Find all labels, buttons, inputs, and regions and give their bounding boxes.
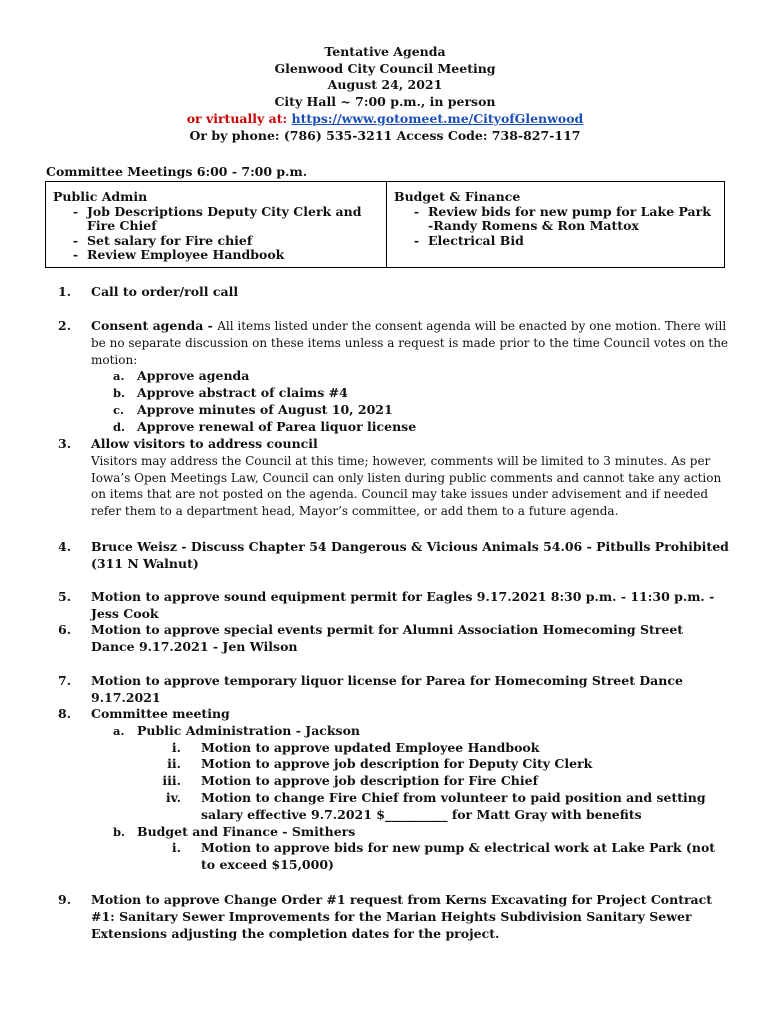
agenda-item-3: 3. Allow visitors to address council Visitors may address the Council at this time; however, comments will be limited to 3 minutes. As per Iowa’s Open Meetings Law, Council can only listen during public comments and cannot take any action on items that are not posted on the agenda. Council may take issues under advisement and if needed refer them to a department head, Mayor’s committee, or add them to a future agenda. (58, 436, 730, 520)
committee-meeting-title: Committee meeting (91, 706, 230, 721)
committee-motion: i. Motion to approve bids for new pump & electrical work at Lake Park (not to exceed $15,000) (171, 840, 716, 873)
agenda-item-2: 2. Consent agenda - All items listed under the consent agenda will be enacted by one motion. There will be no separate discussion on these items unless a request is made prior to the time Council votes on the motion: a. Approve agenda b. Approve abstract of claims #4 c. Approve minutes of August 10, 2021 d. Approve renewal of Parea liquor license (58, 318, 729, 434)
committee-table (45, 181, 725, 268)
committee-group: a. Public Administration - Jackson (113, 722, 361, 738)
committee-right-item: - Review bids for new pump for Lake Park -Randy Romens & Ron Mattox (413, 203, 711, 234)
committee-right-heading: Budget & Finance (394, 189, 521, 204)
agenda-item-6: 6. Motion to approve special events permit for Alumni Association Homecoming Street Dance 9.17.2021 - Jen Wilson (58, 622, 684, 654)
virtual-meeting-link[interactable]: https://www.gotomeet.me/CityofGlenwood (291, 110, 584, 126)
committee-left-heading: Public Admin (53, 189, 148, 204)
consent-agenda-title: Consent agenda - (91, 318, 218, 333)
committee-left-item: - Job Descriptions Deputy City Clerk and Fire Chief (72, 203, 362, 234)
visitors-title: Allow visitors to address council (91, 436, 318, 451)
consent-sub-item: b. Approve abstract of claims #4 (113, 385, 348, 401)
agenda-item-4: 4. Bruce Weisz - Discuss Chapter 54 Dangerous & Vicious Animals 54.06 - Pitbulls Prohibited (311 N Walnut) (58, 539, 729, 571)
committee-motion: ii. Motion to approve job description for Deputy City Clerk (167, 756, 593, 772)
agenda-item-9: 9. Motion to approve Change Order #1 request from Kerns Excavating for Project Contract #1: Sanitary Sewer Improvements for the Marian Heights Subdivision Sanitary Sewer Extensions adjusting the completion dates for the project. (58, 892, 713, 941)
agenda-item-7: 7. Motion to approve temporary liquor license for Parea for Homecoming Street Dance 9.17.2021 (58, 673, 683, 705)
committee-right-item: - Electrical Bid (413, 232, 524, 248)
header-location: City Hall ~ 7:00 p.m., in person (274, 94, 496, 110)
header-title: Tentative Agenda (324, 44, 446, 59)
consent-sub-item: a. Approve agenda (113, 368, 250, 384)
agenda-item-1: 1. Call to order/roll call (58, 284, 239, 299)
header-date: August 24, 2021 (327, 77, 443, 93)
committee-group: b. Budget and Finance - Smithers (113, 823, 356, 839)
agenda-header (0, 44, 770, 144)
header-virtual-line (0, 111, 770, 128)
header-meeting-name: Glenwood City Council Meeting (274, 60, 496, 76)
consent-sub-item: c. Approve minutes of August 10, 2021 (113, 401, 393, 417)
consent-agenda-desc: All items listed under the consent agenda will be enacted by one motion. There will be no separate discussion on these items unless a request is made prior to the time Council votes on the motion: (91, 319, 729, 367)
committee-meetings-title: Committee Meetings 6:00 - 7:00 p.m. (46, 164, 308, 179)
committee-motion: iv. Motion to change Fire Chief from volunteer to paid position and setting salary effective 9.7.2021 $__________ for Matt Gray with benefits (165, 789, 706, 822)
committee-public-admin (46, 182, 387, 267)
committee-left-item: - Set salary for Fire chief (72, 232, 253, 248)
committee-left-item: - Review Employee Handbook (72, 247, 285, 263)
committee-motion: i. Motion to approve updated Employee Handbook (171, 739, 540, 755)
header-phone: Or by phone: (786) 535-3211 Access Code: 738-827-117 (189, 127, 581, 143)
agenda-item-5: 5. Motion to approve sound equipment permit for Eagles 9.17.2021 8:30 p.m. - 11:30 p.m. - Jess Cook (58, 589, 715, 621)
committee-motion: iii. Motion to approve job description for Fire Chief (162, 773, 538, 789)
visitors-desc: Visitors may address the Council at this time; however, comments will be limited to 3 minutes. As per Iowa’s Open Meetings Law, Council can only listen during public comments and cannot take any action on items that are not posted on the agenda. Council may take issues under advisement and if needed refer them to a department head, Mayor’s committee, or add them to a future agenda. (91, 453, 722, 519)
agenda-item-8: 8. Committee meeting a. Public Administration - Jackson i. Motion to approve updated Employee Handbook ii. Motion to approve job description for Deputy City Clerk iii. Motion to approve job description for Fire Chief iv. Motion to change Fire Chief from volunteer to paid position and setting salary effective 9.7.2021 $__________ for Matt Gray with benefits b. Budget and Finance - Smithers i. Motion to approve bids for new pump & electrical work at Lake Park (not to exceed $15,000) (58, 706, 730, 874)
committee-budget-finance (387, 182, 724, 267)
consent-sub-item: d. Approve renewal of Parea liquor license (113, 418, 417, 434)
virtual-prefix: or virtually at: (186, 110, 292, 126)
